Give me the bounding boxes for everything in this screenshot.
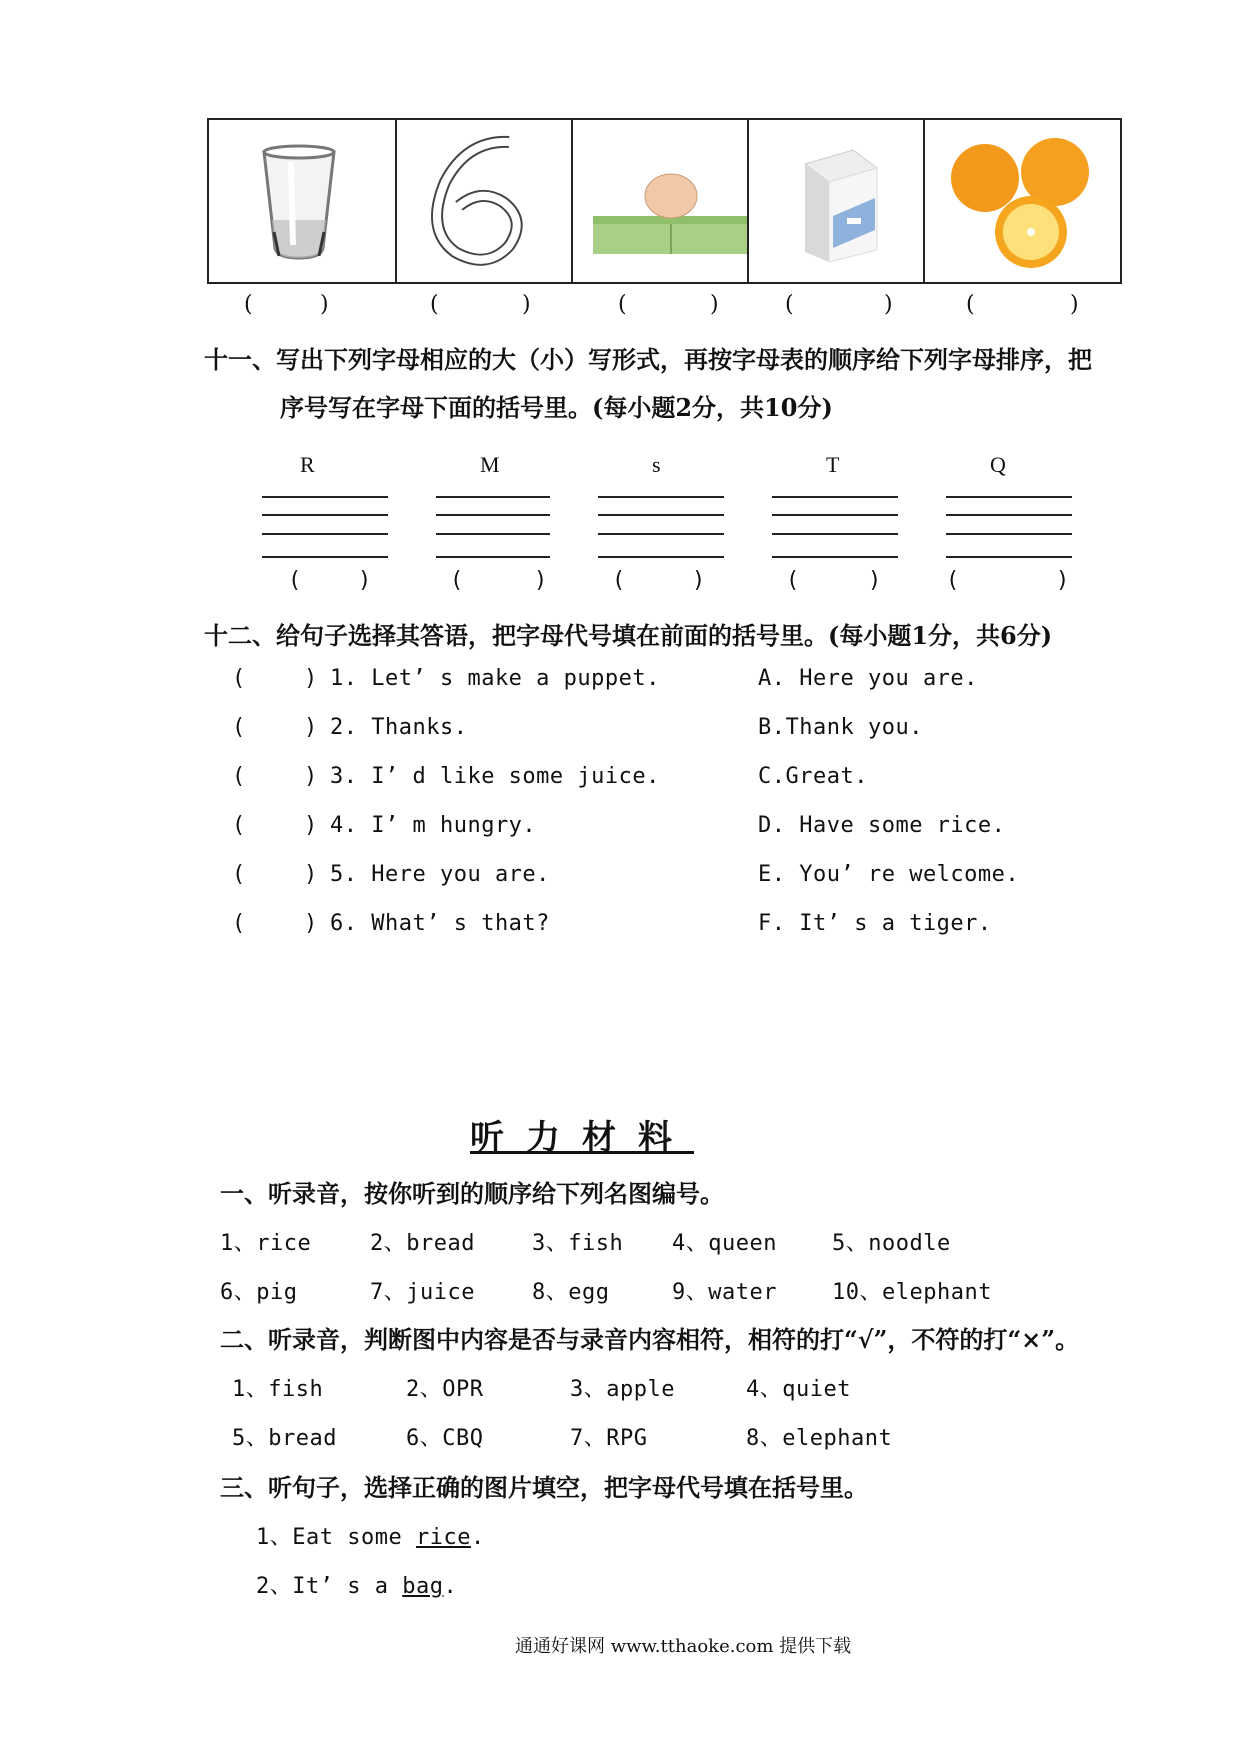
list-item: 4、quiet [746,1377,851,1402]
list-item: 5、bread [232,1426,337,1451]
answer-option: B.Thank you. [758,715,923,740]
answer-paren: ( [232,813,246,838]
answer-paren: ( [232,911,246,936]
section12-heading: 十二、给句子选择其答语，把字母代号填在前面的括号里。(每小题1分，共6分) [204,621,1053,650]
question-item: 3. I’ d like some juice. [330,764,660,789]
answer-paren: ) [304,911,318,936]
answer-paren: ( [430,292,439,317]
list-item: 8、egg [532,1280,610,1305]
answer-paren: ) [868,568,882,593]
sentence-text: 1、Eat some [256,1525,416,1550]
answer-paren: ( [244,292,253,317]
list-item: 4、queen [672,1231,777,1256]
listening-part3-heading: 三、听句子，选择正确的图片填空，把字母代号填在括号里。 [220,1473,868,1502]
answer-paren: ) [304,715,318,740]
answer-paren: ) [358,568,372,593]
letter-label: Q [990,452,1006,477]
section11-heading-line1: 十一、写出下列字母相应的大（小）写形式，再按字母表的顺序给下列字母排序，把 [204,345,1092,374]
letter-label: s [652,452,661,477]
answer-paren: ) [1070,292,1079,317]
list-item: 6、CBQ [406,1426,484,1451]
oranges-icon [925,120,1118,282]
list-item: 1、fish [232,1377,324,1402]
milk-carton-icon [749,120,923,282]
listening-title: 听力材料 [470,1118,694,1158]
answer-paren: ( [450,568,464,593]
underlined-word: rice [415,1525,471,1550]
list-item: 3、apple [570,1377,675,1402]
egg-icon [573,120,747,282]
list-item: 1、rice [220,1231,312,1256]
answer-option: F. It’ s a tiger. [758,911,992,936]
answer-paren: ( [946,568,960,593]
answer-paren: ( [232,666,246,691]
picture-cell-oranges [925,120,1120,282]
picture-cell-six [397,120,573,282]
list-item: 9、water [672,1280,777,1305]
section11-heading-line2: 序号写在字母下面的括号里。(每小题2分，共10分) [280,393,833,422]
list-item: 7、juice [370,1280,475,1305]
listening-sentence-2 [256,1569,457,1600]
answer-paren: ) [304,862,318,887]
list-item: 5、noodle [832,1231,951,1256]
question-item: 4. I’ m hungry. [330,813,537,838]
list-item: 6、pig [220,1280,298,1305]
underlined-word: bag [402,1574,444,1599]
letter-label: T [826,452,840,477]
glass-icon [209,120,395,282]
picture-cell-milk [749,120,925,282]
answer-paren: ( [786,568,800,593]
question-item: 6. What’ s that? [330,911,550,936]
answer-option: A. Here you are. [758,666,978,691]
answer-paren: ( [966,292,975,317]
answer-paren: ( [288,568,302,593]
answer-paren: ) [304,666,318,691]
sentence-punct: . [470,1525,485,1550]
answer-paren: ) [304,764,318,789]
question-item: 5. Here you are. [330,862,550,887]
picture-cell-glass [209,120,397,282]
sentence-text: 2、It’ s a [256,1574,403,1599]
answer-paren: ) [534,568,548,593]
answer-paren: ) [304,813,318,838]
letter-label: R [300,452,315,477]
listening-sentence-1 [256,1520,485,1551]
answer-paren: ) [710,292,719,317]
answer-paren: ( [612,568,626,593]
question-item: 2. Thanks. [330,715,468,740]
picture-cell-egg [573,120,749,282]
list-item: 7、RPG [570,1426,648,1451]
answer-option: E. You’ re welcome. [758,862,1020,887]
listening-part2-heading: 二、听录音，判断图中内容是否与录音内容相符，相符的打“√”，不符的打“×”。 [220,1325,1080,1354]
answer-paren: ( [232,715,246,740]
list-item: 2、bread [370,1231,475,1256]
list-item: 3、fish [532,1231,624,1256]
answer-paren: ) [522,292,531,317]
answer-paren: ( [232,764,246,789]
footer-text: 通通好课网 www.tthaoke.com 提供下载 [515,1636,852,1657]
answer-paren: ) [692,568,706,593]
answer-paren: ) [884,292,893,317]
answer-paren: ( [618,292,627,317]
answer-option: D. Have some rice. [758,813,1006,838]
list-item: 8、elephant [746,1426,893,1451]
sentence-punct: . [443,1574,458,1599]
answer-paren: ) [1056,568,1070,593]
answer-option: C.Great. [758,764,868,789]
question-item: 1. Let’ s make a puppet. [330,666,660,691]
listening-part1-heading: 一、听录音，按你听到的顺序给下列名图编号。 [220,1179,724,1208]
answer-paren: ( [232,862,246,887]
picture-table [207,118,1122,284]
answer-paren: ) [320,292,329,317]
list-item: 10、elephant [832,1280,992,1305]
number-six-icon [397,120,571,282]
answer-paren: ( [785,292,794,317]
list-item: 2、OPR [406,1377,484,1402]
letter-label: M [480,452,500,477]
